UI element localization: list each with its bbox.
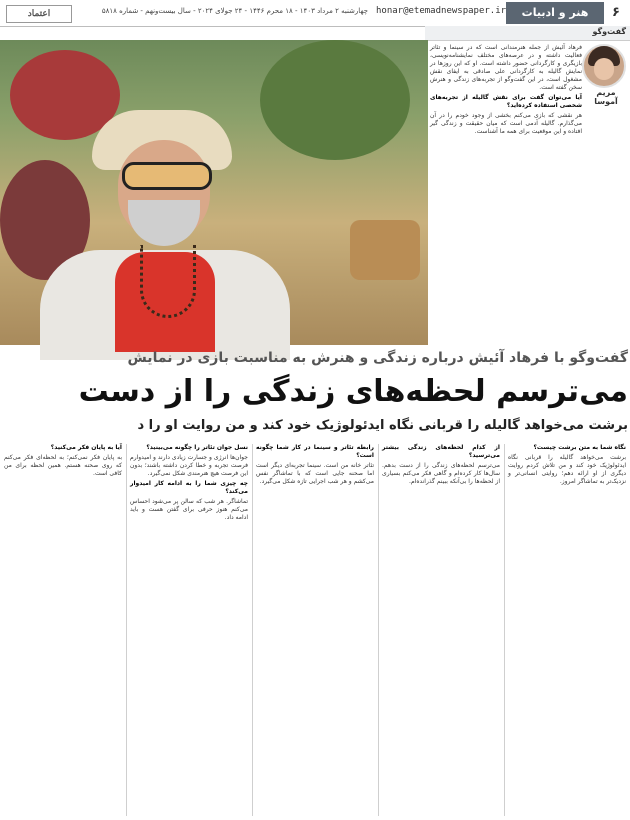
question-5: نسل جوان تئاتر را چگونه می‌بینید؟: [146, 444, 248, 451]
answer-5: جوان‌ها انرژی و جسارت زیادی دارند و امیدوارم فرصت تجربه و خطا کردن داشته باشند؛ بدون این فرصت هیچ هنرمندی شکل نمی‌گیرد.: [130, 454, 248, 477]
article-kicker: گفت‌وگو با فرهاد آئیش درباره زندگی و هنرش به مناسبت بازی در نمایش: [127, 350, 628, 366]
subject-beard: [128, 200, 200, 246]
article-deck: برشت می‌خواهد گالیله را قربانی نگاه ایدئولوژیک خود کند و من روایت او را د: [137, 418, 628, 433]
body-column-1: [508, 444, 626, 816]
intro-text: فرهاد آئیش از جمله هنرمندانی است که در سینما و تئاتر فعالیت داشته و در عرصه‌های مختلف نمایشنامه‌نویسی، بازیگری و کارگردانی حضور داشته است. او که این روزها در نمایش گالیله به کارگردانی علی صادقی به ایفای نقش مشغول است، در این گفت‌وگو از تجربه‌های زندگی و هنرش سخن گفته است.: [430, 44, 582, 91]
column-divider: [252, 444, 253, 816]
foliage: [260, 40, 410, 160]
author-face: [594, 58, 614, 80]
answer-6: تماشاگر. هر شب که سالن پر می‌شود احساس می‌کنم هنوز حرفی برای گفتن هست و باید ادامه داد.: [130, 498, 248, 521]
section-title: هنر و ادبیات: [506, 2, 604, 24]
article-headline: می‌ترسم لحظه‌های زندگی را از دست: [78, 374, 628, 409]
subject-glasses: [122, 162, 212, 190]
subsection-bar: [425, 26, 630, 41]
intro-column: [430, 44, 582, 344]
answer-4: تئاتر خانه من است. سینما تجربه‌ای دیگر است اما صحنه جایی است که با تماشاگر نفس می‌کشم و هر شب اجرایی تازه شکل می‌گیرد.: [256, 462, 374, 485]
body-column-2: [382, 444, 500, 816]
column-divider: [378, 444, 379, 816]
answer-7: به پایان فکر نمی‌کنم؛ به لحظه‌ای فکر می‌کنم که روی صحنه هستم. همین لحظه برای من کافی است.: [4, 454, 122, 477]
author-photo: [582, 44, 626, 88]
intro-column-2: [586, 104, 626, 344]
question-1: آیا می‌توان گفت برای نقش گالیله از تجربه‌های شخصی استفاده کرده‌اید؟: [430, 94, 582, 109]
column-divider: [126, 444, 127, 816]
masthead: [0, 0, 630, 27]
subject-necklace: [140, 245, 196, 318]
body-column-3: [256, 444, 374, 816]
question-4: رابطه تئاتر و سینما در کار شما چگونه است؟: [256, 444, 374, 459]
issue-info: چهارشنبه ۲ مرداد ۱۴۰۳ - ۱۸ محرم ۱۴۴۶ - ۲۴ جولای ۲۰۲۴ - سال بیست‌ونهم - شماره ۵۸۱۸: [101, 7, 368, 15]
subsection-label: گفت‌وگو: [592, 27, 626, 36]
section-email: honar@etemadnewspaper.ir: [376, 6, 507, 16]
author-name: مریم آموسا: [594, 88, 618, 106]
column-divider: [504, 444, 505, 816]
answer-3: می‌ترسم لحظه‌های زندگی را از دست بدهم. سال‌ها کار کرده‌ام و گاهی فکر می‌کنم بسیاری از لحظه‌ها را بی‌آنکه ببینم گذرانده‌ام.: [382, 462, 500, 485]
answer-1: هر نقشی که بازی می‌کنم بخشی از وجود خودم را در آن می‌گذارم. گالیله آدمی است که میان حقیقت و زندگی گیر افتاده و این موقعیت برای همه ما آشناست.: [430, 112, 582, 135]
page-number: ۶: [612, 5, 620, 20]
plant-pot: [350, 220, 420, 280]
answer-2: برشت می‌خواهد گالیله را قربانی نگاه ایدئولوژیک خود کند و من تلاش کردم روایت دیگری از او ارائه دهم؛ روایتی انسانی‌تر و نزدیک‌تر به تماشاگر امروز.: [508, 454, 626, 485]
question-3: از کدام لحظه‌های زندگی بیشتر می‌ترسید؟: [382, 444, 500, 459]
question-6: چه چیزی شما را به ادامه کار امیدوار می‌کند؟: [130, 480, 248, 495]
question-2: نگاه شما به متن برشت چیست؟: [533, 444, 626, 451]
main-photo: [0, 40, 428, 345]
body-column-4: [130, 444, 248, 816]
body-column-5: [4, 444, 122, 816]
question-7: آیا به پایان فکر می‌کنید؟: [50, 444, 122, 451]
newspaper-logo: اعتماد: [6, 5, 72, 23]
